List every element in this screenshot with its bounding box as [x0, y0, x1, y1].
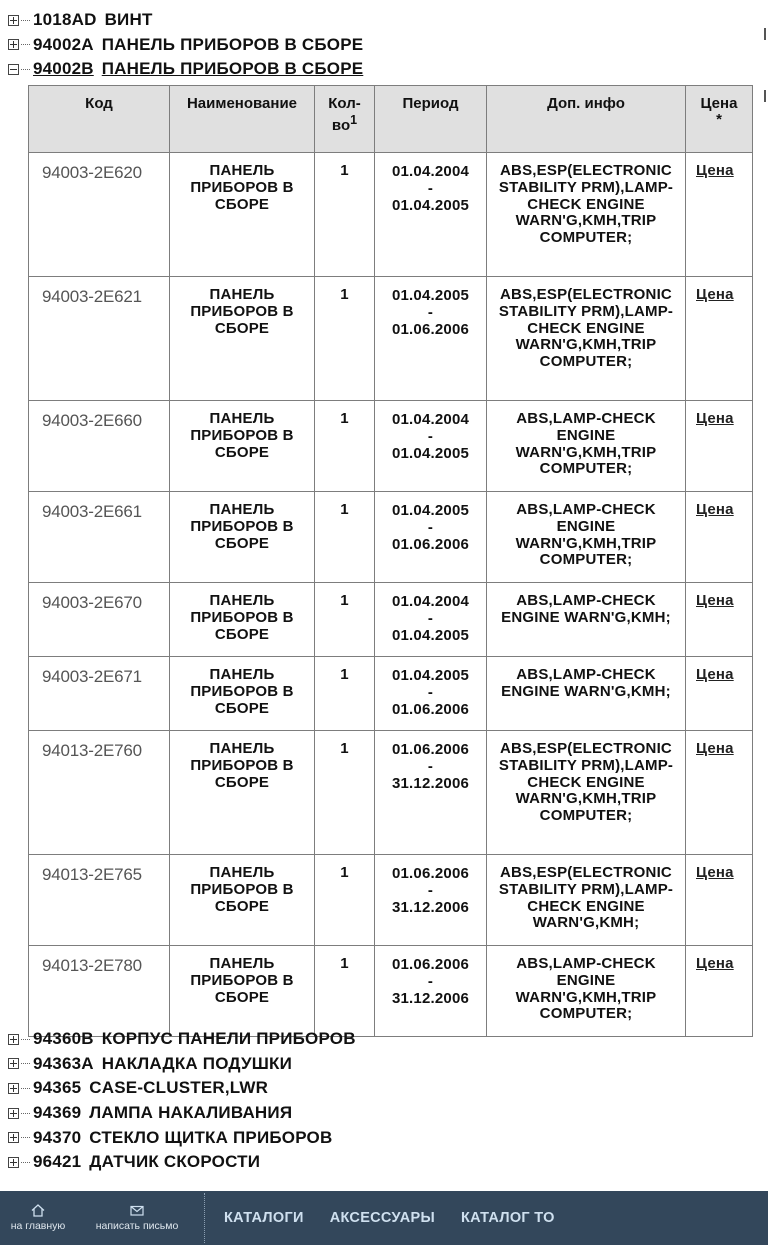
cell-part-name: ПАНЕЛЬ ПРИБОРОВ В СБОРЕ [170, 583, 315, 657]
tree-node-94002b[interactable] [8, 57, 753, 82]
cell-period [375, 657, 487, 731]
scrollbar-thumb[interactable] [764, 28, 766, 40]
header-name: Наименование [170, 86, 315, 153]
price-link[interactable]: Цена [696, 410, 734, 427]
tree-connector [21, 1088, 30, 1089]
tree-node-title: ДАТЧИК СКОРОСТИ [89, 1152, 261, 1172]
tree-node-code: 96421 [33, 1152, 82, 1172]
period-separator: - [427, 758, 434, 775]
tree-connector [21, 1162, 30, 1163]
cell-period [375, 731, 487, 855]
price-link[interactable]: Цена [696, 286, 734, 303]
tree-node-title: ЛАМПА НАКАЛИВАНИЯ [89, 1103, 293, 1123]
period-to: 01.04.2005 [391, 197, 470, 214]
cell-part-name: ПАНЕЛЬ ПРИБОРОВ В СБОРЕ [170, 277, 315, 401]
tree-node-code: 94002A [33, 34, 94, 54]
cell-part-code: 94013-2E765 [29, 855, 170, 946]
cell-period [375, 153, 487, 277]
tree-node-code: 94369 [33, 1103, 82, 1123]
period-from: 01.04.2004 [391, 411, 470, 428]
cell-extra-info: ABS,LAMP-CHECK ENGINE WARN'G,KMH; [487, 657, 686, 731]
cell-period [375, 855, 487, 946]
cell-part-name: ПАНЕЛЬ ПРИБОРОВ В СБОРЕ [170, 492, 315, 583]
price-link[interactable]: Цена [696, 501, 734, 518]
period-to: 01.04.2005 [391, 445, 470, 462]
price-link[interactable]: Цена [696, 666, 734, 683]
nav-link-catalogs[interactable]: КАТАЛОГИ [224, 1210, 304, 1226]
tree-node-94363a[interactable] [8, 1052, 753, 1077]
cell-extra-info: ABS,LAMP-CHECK ENGINE WARN'G,KMH,TRIP COMPUTER; [487, 492, 686, 583]
period-to: 31.12.2006 [391, 899, 470, 916]
period-to: 31.12.2006 [391, 990, 470, 1007]
expand-plus-icon[interactable] [8, 15, 19, 26]
period-from: 01.04.2005 [391, 667, 470, 684]
cell-price [686, 492, 753, 583]
tree-node-title: ПАНЕЛЬ ПРИБОРОВ В СБОРЕ [101, 59, 364, 79]
cell-part-code: 94003-2E671 [29, 657, 170, 731]
cell-part-name: ПАНЕЛЬ ПРИБОРОВ В СБОРЕ [170, 153, 315, 277]
parts-table [28, 85, 753, 1037]
cell-extra-info: ABS,LAMP-CHECK ENGINE WARN'G,KMH,TRIP COMPUTER; [487, 401, 686, 492]
table-row [29, 277, 753, 401]
cell-price [686, 946, 753, 1037]
tree-node-title: ПАНЕЛЬ ПРИБОРОВ В СБОРЕ [101, 34, 364, 54]
cell-price [686, 657, 753, 731]
expand-plus-icon[interactable] [8, 39, 19, 50]
period-from: 01.06.2006 [391, 865, 470, 882]
cell-period [375, 492, 487, 583]
expand-plus-icon[interactable] [8, 1083, 19, 1094]
period-to: 01.04.2005 [391, 627, 470, 644]
tree-node-1018ad[interactable] [8, 8, 753, 33]
header-price-line1: Цена [700, 95, 738, 112]
cell-period [375, 583, 487, 657]
cell-price [686, 401, 753, 492]
header-period: Период [375, 86, 487, 153]
table-header-row [29, 86, 753, 153]
tree-node-code: 1018AD [33, 10, 97, 30]
cell-price [686, 153, 753, 277]
cell-extra-info: ABS,ESP(ELECTRONIC STABILITY PRM),LAMP-CHECK ENGINE WARN'G,KMH,TRIP COMPUTER; [487, 153, 686, 277]
period-separator: - [427, 180, 434, 197]
period-to: 01.06.2006 [391, 321, 470, 338]
cell-part-code: 94003-2E660 [29, 401, 170, 492]
collapse-minus-icon[interactable] [8, 64, 19, 75]
write-letter-button[interactable] [76, 1191, 198, 1245]
tree-connector [21, 20, 30, 21]
header-price-line2: * [716, 111, 722, 128]
cell-qty: 1 [315, 657, 375, 731]
expand-plus-icon[interactable] [8, 1058, 19, 1069]
period-from: 01.06.2006 [391, 956, 470, 973]
expand-plus-icon[interactable] [8, 1108, 19, 1119]
period-to: 01.06.2006 [391, 536, 470, 553]
cell-qty: 1 [315, 583, 375, 657]
cell-part-name: ПАНЕЛЬ ПРИБОРОВ В СБОРЕ [170, 657, 315, 731]
cell-price [686, 583, 753, 657]
price-link[interactable]: Цена [696, 864, 734, 881]
bottom-nav-bar [0, 1191, 768, 1245]
period-separator: - [427, 882, 434, 899]
cell-part-code: 94013-2E760 [29, 731, 170, 855]
header-qty-mark: 1 [350, 113, 358, 127]
mail-icon [130, 1204, 144, 1217]
cell-part-code: 94003-2E621 [29, 277, 170, 401]
cell-extra-info: ABS,ESP(ELECTRONIC STABILITY PRM),LAMP-CHECK ENGINE WARN'G,KMH; [487, 855, 686, 946]
tree-node-code: 94360B [33, 1029, 94, 1049]
expand-plus-icon[interactable] [8, 1157, 19, 1168]
cell-qty: 1 [315, 855, 375, 946]
period-from: 01.04.2004 [391, 163, 470, 180]
table-row [29, 401, 753, 492]
cell-price [686, 277, 753, 401]
tree-node-code: 94363A [33, 1053, 94, 1073]
cell-part-name: ПАНЕЛЬ ПРИБОРОВ В СБОРЕ [170, 401, 315, 492]
tree-node-title: СТЕКЛО ЩИТКА ПРИБОРОВ [89, 1127, 333, 1147]
tree-node-code: 94365 [33, 1078, 82, 1098]
cell-qty: 1 [315, 492, 375, 583]
home-icon [31, 1204, 45, 1217]
nav-link-maintenance-catalog[interactable]: КАТАЛОГ ТО [460, 1210, 555, 1226]
nav-divider [204, 1193, 206, 1243]
header-price [686, 86, 753, 153]
price-link[interactable]: Цена [696, 592, 734, 609]
tree-connector [21, 1137, 30, 1138]
tree-node-title: НАКЛАДКА ПОДУШКИ [101, 1053, 292, 1073]
header-info: Доп. инфо [487, 86, 686, 153]
period-from: 01.04.2005 [391, 287, 470, 304]
cell-qty: 1 [315, 277, 375, 401]
table-row [29, 583, 753, 657]
cell-period [375, 277, 487, 401]
cell-part-code: 94003-2E620 [29, 153, 170, 277]
cell-part-code: 94003-2E670 [29, 583, 170, 657]
tree-node-94369[interactable] [8, 1101, 753, 1126]
tree-connector [21, 1113, 30, 1114]
tree-top [8, 8, 753, 82]
tree-node-94360b[interactable] [8, 1027, 753, 1052]
cell-extra-info: ABS,LAMP-CHECK ENGINE WARN'G,KMH; [487, 583, 686, 657]
tree-node-code: 94002B [33, 59, 94, 79]
nav-link-accessories[interactable]: АКСЕССУАРЫ [329, 1210, 435, 1226]
cell-price [686, 731, 753, 855]
cell-qty: 1 [315, 731, 375, 855]
cell-extra-info: ABS,ESP(ELECTRONIC STABILITY PRM),LAMP-CHECK ENGINE WARN'G,KMH,TRIP COMPUTER; [487, 277, 686, 401]
price-link[interactable]: Цена [696, 955, 734, 972]
tree-node-94370[interactable] [8, 1125, 753, 1150]
tree-node-title: CASE-CLUSTER,LWR [89, 1078, 269, 1098]
cell-extra-info: ABS,LAMP-CHECK ENGINE WARN'G,KMH,TRIP COMPUTER; [487, 946, 686, 1037]
cell-qty: 1 [315, 401, 375, 492]
period-separator: - [427, 428, 434, 445]
cell-price [686, 855, 753, 946]
tree-node-96421[interactable] [8, 1150, 753, 1175]
home-label: на главную [10, 1220, 66, 1232]
table-row [29, 946, 753, 1037]
tree-node-title: КОРПУС ПАНЕЛИ ПРИБОРОВ [101, 1029, 356, 1049]
tree-node-code: 94370 [33, 1127, 82, 1147]
tree-connector [21, 1039, 30, 1040]
cell-part-code: 94013-2E780 [29, 946, 170, 1037]
cell-part-name: ПАНЕЛЬ ПРИБОРОВ В СБОРЕ [170, 855, 315, 946]
table-row [29, 153, 753, 277]
mail-label: написать письмо [95, 1220, 179, 1232]
period-from: 01.06.2006 [391, 741, 470, 758]
table-row [29, 492, 753, 583]
cell-part-name: ПАНЕЛЬ ПРИБОРОВ В СБОРЕ [170, 946, 315, 1037]
tree-connector [21, 69, 30, 70]
scrollbar-thumb[interactable] [764, 90, 766, 102]
header-qty-line1: Кол- [328, 95, 361, 112]
period-separator: - [427, 519, 434, 536]
period-separator: - [427, 684, 434, 701]
period-separator: - [427, 610, 434, 627]
table-row [29, 731, 753, 855]
period-from: 01.04.2005 [391, 502, 470, 519]
home-button[interactable] [0, 1191, 76, 1245]
header-qty-line2: во [331, 117, 351, 134]
header-qty [315, 86, 375, 153]
cell-part-name: ПАНЕЛЬ ПРИБОРОВ В СБОРЕ [170, 731, 315, 855]
tree-node-94002a[interactable] [8, 33, 753, 58]
tree-node-title: ВИНТ [104, 10, 153, 30]
tree-connector [21, 44, 30, 45]
cell-period [375, 401, 487, 492]
table-row [29, 855, 753, 946]
table-row [29, 657, 753, 731]
price-link[interactable]: Цена [696, 740, 734, 757]
expand-plus-icon[interactable] [8, 1132, 19, 1143]
period-separator: - [427, 973, 434, 990]
tree-bottom [8, 1027, 753, 1175]
tree-connector [21, 1063, 30, 1064]
period-to: 31.12.2006 [391, 775, 470, 792]
price-link[interactable]: Цена [696, 162, 734, 179]
cell-extra-info: ABS,ESP(ELECTRONIC STABILITY PRM),LAMP-CHECK ENGINE WARN'G,KMH,TRIP COMPUTER; [487, 731, 686, 855]
cell-qty: 1 [315, 153, 375, 277]
period-separator: - [427, 304, 434, 321]
cell-part-code: 94003-2E661 [29, 492, 170, 583]
expand-plus-icon[interactable] [8, 1034, 19, 1045]
cell-qty: 1 [315, 946, 375, 1037]
tree-node-94365[interactable] [8, 1076, 753, 1101]
cell-period [375, 946, 487, 1037]
period-from: 01.04.2004 [391, 593, 470, 610]
header-code: Код [29, 86, 170, 153]
period-to: 01.06.2006 [391, 701, 470, 718]
